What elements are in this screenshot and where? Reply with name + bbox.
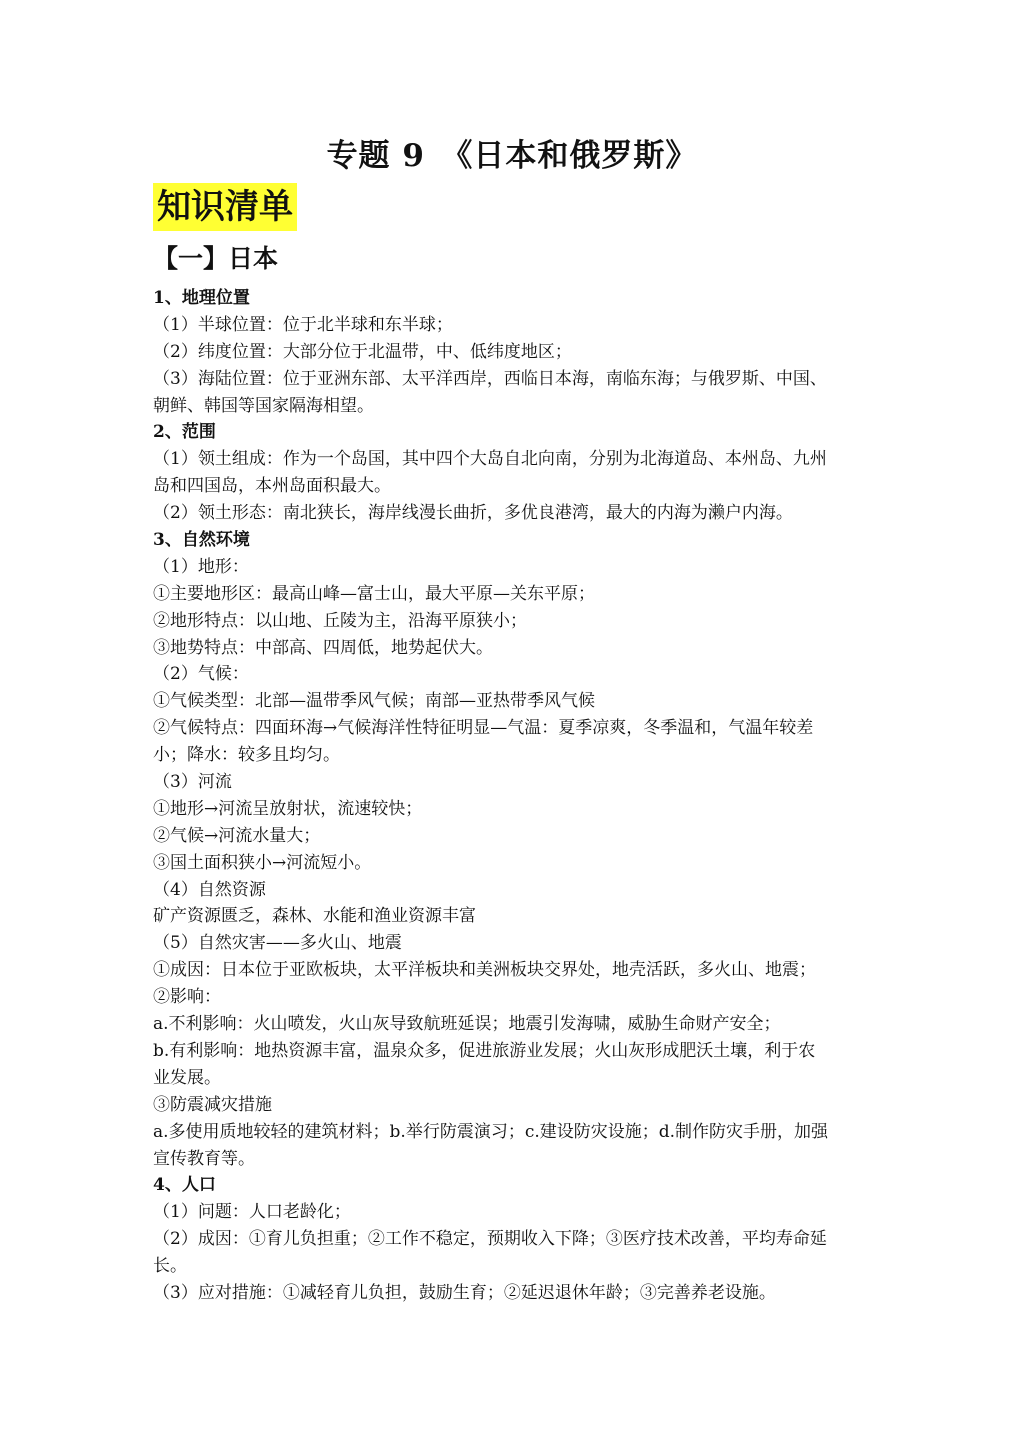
text-line: 宣传教育等。	[153, 1148, 255, 1169]
text-line: ③地势特点：中部高、四周低，地势起伏大。	[153, 637, 493, 658]
text-line: （2）领土形态：南北狭长，海岸线漫长曲折，多优良港湾，最大的内海为濑户内海。	[153, 503, 793, 524]
text-line: ②影响：	[153, 987, 221, 1008]
text-line: （2）成因：①育儿负担重；②工作不稳定，预期收入下降；③医疗技术改善，平均寿命延	[153, 1229, 827, 1250]
text-line: （5）自然灾害——多火山、地震	[153, 933, 402, 954]
text-line: （3）应对措施：①减轻育儿负担，鼓励生育；②延迟退休年龄；③完善养老设施。	[153, 1282, 776, 1303]
subsection-heading: 1、地理位置	[153, 288, 250, 308]
subsection-heading: 2、范围	[153, 422, 216, 443]
text-line: （1）问题：人口老龄化；	[153, 1202, 351, 1223]
text-line: b.有利影响：地热资源丰富，温泉众多，促进旅游业发展；火山灰形成肥沃土壤，利于农	[153, 1040, 816, 1061]
text-line: ③国土面积狭小→河流短小。	[153, 852, 372, 873]
text-line: （2）纬度位置：大部分位于北温带，中、低纬度地区；	[153, 341, 572, 362]
text-line: a.多使用质地较轻的建筑材料；b.举行防震演习；c.建设防灾设施；d.制作防灾手册，加强	[153, 1121, 829, 1142]
text-line: （4）自然资源	[153, 879, 266, 900]
text-line: 朝鲜、韩国等国家隔海相望。	[153, 395, 374, 416]
page-title: 专题 9 《日本和俄罗斯》	[326, 138, 698, 174]
document-body	[153, 285, 875, 1307]
text-line: 岛和四国岛，本州岛面积最大。	[153, 476, 391, 497]
text-line: a.不利影响：火山喷发，火山灰导致航班延误；地震引发海啸，威胁生命财产安全；	[153, 1014, 781, 1035]
subsection-heading: 4、人口	[153, 1175, 216, 1196]
text-line: ②气候→河流水量大；	[153, 825, 321, 846]
text-line: （3）河流	[153, 772, 232, 793]
text-line: （1）地形：	[153, 556, 249, 577]
text-line: 长。	[153, 1256, 187, 1277]
text-line: 小；降水：较多且均匀。	[153, 745, 340, 766]
text-line: ②地形特点：以山地、丘陵为主，沿海平原狭小；	[153, 610, 527, 631]
subsection-heading: 3、自然环境	[153, 530, 250, 551]
text-line: ①主要地形区：最高山峰—富士山，最大平原—关东平原；	[153, 583, 595, 604]
text-line: ①气候类型：北部—温带季风气候；南部—亚热带季风气候	[153, 691, 595, 712]
text-line: （2）气候：	[153, 664, 249, 685]
knowledge-list-banner: 知识清单	[153, 183, 297, 231]
text-line: （1）半球位置：位于北半球和东半球；	[153, 314, 453, 335]
text-line: 业发展。	[153, 1067, 221, 1088]
text-line: 矿产资源匮乏，森林、水能和渔业资源丰富	[153, 906, 476, 927]
section-heading-japan: 【一】日本	[153, 244, 279, 273]
text-line: （3）海陆位置：位于亚洲东部、太平洋西岸，西临日本海，南临东海；与俄罗斯、中国、	[153, 368, 827, 389]
text-line: ③防震减灾措施	[153, 1094, 272, 1115]
text-line: （1）领土组成：作为一个岛国，其中四个大岛自北向南，分别为北海道岛、本州岛、九州	[153, 449, 827, 470]
text-line: ②气候特点：四面环海→气候海洋性特征明显—气温：夏季凉爽，冬季温和，气温年较差	[153, 718, 814, 739]
text-line: ①成因：日本位于亚欧板块，太平洋板块和美洲板块交界处，地壳活跃，多火山、地震；	[153, 960, 816, 981]
text-line: ①地形→河流呈放射状，流速较快；	[153, 798, 423, 819]
